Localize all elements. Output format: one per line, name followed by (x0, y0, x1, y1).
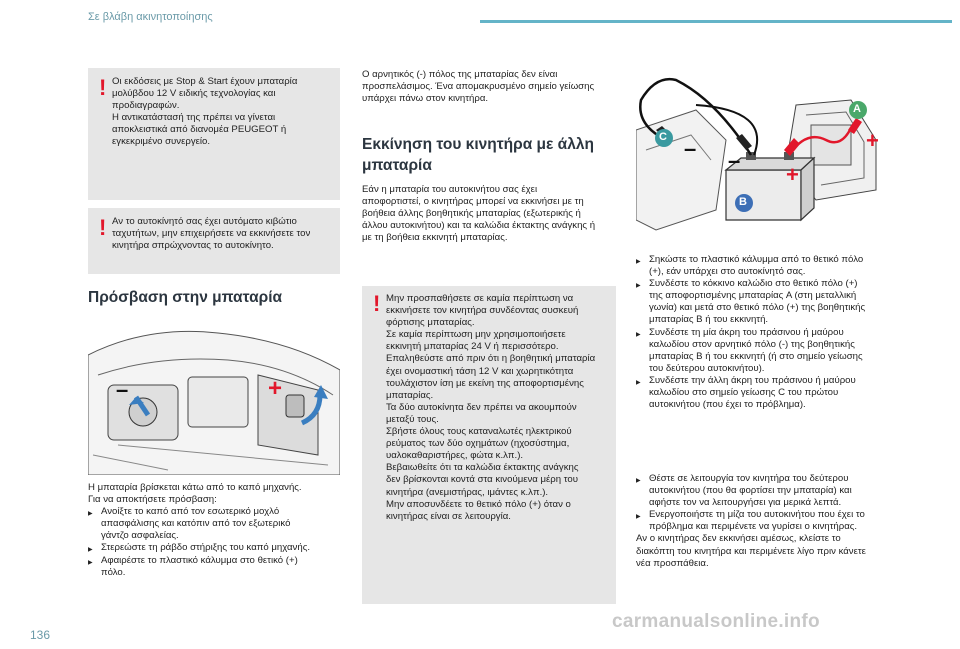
body-line: ▶ Συνδέστε το κόκκινο καλώδιο στο θετικό πόλο (+) (649, 278, 858, 290)
body-line: Αν ο κινητήρας δεν εκκινήσει αμέσως, κλείστε το (636, 533, 841, 545)
title-line: μπαταρία (362, 157, 432, 174)
list-item (636, 473, 906, 509)
body-line: άλλου αυτοκινήτου) και τα καλώδια έκτακτης ανάγκης ή (362, 220, 596, 232)
body-line: Εάν η μπαταρία του αυτοκινήτου σας έχει (362, 184, 538, 195)
list-item (636, 278, 906, 326)
list-item (636, 509, 906, 533)
note-stop-start (88, 68, 340, 200)
body-line: πρόβλημα και περιμένετε να γυρίσει ο κινητήρας. (649, 521, 858, 533)
running-head: Σε βλάβη ακινητοποίησης (88, 11, 213, 23)
note-jump-start-warning (362, 286, 616, 604)
body-line: βοήθεια άλλης βοηθητικής μπαταρίας (εξωτερικής ή (362, 208, 581, 220)
note-line: τουλάχιστον ίση με εκείνη της αποφορτισμένης (386, 377, 584, 389)
plus-symbol: + (268, 375, 283, 402)
body-line: αυτοκινήτου (που έχει το πρόβλημα). (649, 399, 806, 411)
watermark: carmanualsonline.info (612, 611, 820, 632)
body-line: του δεύτερου αυτοκινήτου). (649, 362, 765, 374)
body-line: απασφάλισης και κατόπιν από τον εξωτερικό (101, 518, 291, 530)
body-line: γάντζο ασφαλείας. (101, 530, 179, 542)
body-line: προσπελάσιμος. Ένα απομακρυσμένο σημείο γείωσης (362, 81, 595, 93)
note-text (386, 293, 610, 523)
list-item (88, 506, 343, 542)
jump-start-intro (362, 184, 620, 244)
list-item (636, 327, 906, 375)
engine-bay-figure (88, 315, 340, 475)
warning-mark-icon: ! (99, 75, 107, 100)
jump-start-figure (636, 70, 888, 240)
body-line: καλωδίου στον αρνητικό πόλο (-) της βοηθητικής (649, 338, 855, 350)
note-line: κινητήρας είναι σε λειτουργία. (386, 510, 511, 522)
note-line: προδιαγραφών. (112, 100, 180, 112)
note-line: υαλοκαθαριστήρες, φώτα κ.λπ.). (386, 450, 524, 462)
negative-terminal-text (362, 69, 617, 105)
jump-start-steps-list (636, 254, 906, 411)
body-line: (+), εάν υπάρχει στο αυτοκίνητό σας. (649, 266, 806, 278)
minus-symbol: – (116, 377, 129, 402)
body-line: υπάρχει πάνω στον κινητήρα. (362, 93, 489, 105)
note-line: Μην προσπαθήσετε σε καμία περίπτωση να (386, 293, 574, 304)
page-number: 136 (30, 628, 51, 642)
note-line: Μην αποσυνδέετε το θετικό πόλο (+) όταν ο (386, 498, 571, 510)
note-line: Η αντικατάστασή της πρέπει να γίνεται (112, 112, 276, 124)
body-line: Ο αρνητικός (-) πόλος της μπαταρίας δεν είναι (362, 69, 558, 80)
body-line: ▶ Ενεργοποιήστε τη μίζα του αυτοκινήτου που έχει το (649, 509, 865, 521)
warning-mark-icon: ! (373, 291, 381, 316)
note-line: μπαταρίας. (386, 389, 434, 401)
jump-start-illustration (636, 70, 888, 240)
body-line: διακόπτη του κινητήρα και περιμένετε λίγο πριν κάνετε (636, 545, 866, 557)
body-line: ▶ Σηκώστε το πλαστικό κάλυμμα από το θετικό πόλο (649, 254, 864, 265)
body-line: αποφορτιστεί, ο κινητήρας μπορεί να εκκινήσει με τη (362, 196, 584, 208)
body-line: ▶ Αφαιρέστε το πλαστικό κάλυμμα στο θετικό (+) (101, 554, 298, 566)
body-line: μπαταρίας B ή του εκκινητή (ή στο σημείο γείωσης (649, 350, 863, 362)
note-text (112, 216, 334, 252)
note-line: φόρτισης μπαταρίας. (386, 317, 475, 329)
body-line: ▶ Συνδέστε την άλλη άκρη του πράσινου ή μαύρου (649, 374, 856, 386)
note-line: μολύβδου 12 V ειδικής τεχνολογίας και (112, 88, 276, 100)
list-item (88, 555, 343, 579)
warning-mark-icon: ! (99, 215, 107, 240)
note-line: εκκινήσετε τον κινητήρα συνδέοντας συσκευή (386, 305, 579, 317)
body-line: ▶ Ανοίξτε το καπό από τον εσωτερικό μοχλό (101, 506, 280, 518)
body-line: μπαταρίας B ή του εκκινητή. (649, 314, 769, 326)
note-line: ρεύματος των δύο οχημάτων (ηχοσύστημα, (386, 438, 570, 450)
body-line: ▶ Συνδέστε τη μία άκρη του πράσινου ή μαύρου (649, 326, 844, 338)
plus-symbol: + (786, 162, 799, 187)
battery-access-steps (88, 506, 343, 579)
note-line: Τα δύο αυτοκίνητα δεν πρέπει να ακουμπούν (386, 401, 577, 413)
label-c: C (659, 131, 667, 143)
plus-symbol: + (866, 128, 879, 153)
note-line: έχει ονομαστική τάση 12 V και χωρητικότητα (386, 365, 574, 377)
section-title-jump-start (362, 134, 594, 176)
list-item (636, 254, 906, 278)
note-line: Οι εκδόσεις με Stop & Start έχουν μπαταρία (112, 76, 298, 87)
body-line: της αποφορτισμένης μπαταρίας A (στη μεταλλική (649, 290, 857, 302)
body-line: νέα προσπάθεια. (636, 557, 709, 569)
body-line: γωνία) και μετά στο θετικό πόλο (+) της βοηθητικής (649, 302, 866, 314)
note-line: κινητήρα (ανεμιστήρας, ιμάντες κ.λπ.). (386, 486, 549, 498)
battery-access-text (88, 482, 343, 579)
jump-start-steps-list-b (636, 473, 906, 533)
body-line: Η μπαταρία βρίσκεται κάτω από το καπό μηχανής. (88, 482, 302, 493)
jump-start-steps-b (636, 473, 906, 570)
note-line: εκκινητή μπαταρίας 24 V ή περισσότερο. (386, 341, 559, 353)
body-line: πόλο. (101, 566, 126, 578)
label-b: B (739, 196, 747, 208)
note-line: εγκεκριμένο συνεργείο. (112, 136, 211, 148)
body-line: με τη βοήθεια εκκινητή μπαταρίας. (362, 232, 508, 244)
list-item (88, 542, 343, 554)
header-rule (480, 20, 952, 23)
body-line: ▶ Στερεώστε τη ράβδο στήριξης του καπό μηχανής. (101, 542, 310, 554)
body-line: αυτοκινήτου (που θα φορτίσει την μπαταρία) και (649, 485, 852, 497)
list-item (636, 375, 906, 411)
note-auto-gearbox (88, 208, 340, 274)
minus-symbol: – (684, 136, 697, 161)
body-line: καλωδίου στο σημείο γείωσης C του πρώτου (649, 387, 839, 399)
note-line: Σβήστε όλους τους καταναλωτές ηλεκτρικού (386, 426, 572, 438)
body-line: αφήστε τον να λειτουργήσει για μερικά λεπτά. (649, 497, 842, 509)
jump-start-steps-a (636, 254, 906, 411)
note-line: αποκλειστικά από διανομέα PEUGEOT ή (112, 124, 287, 136)
body-line: Για να αποκτήσετε πρόσβαση: (88, 494, 217, 506)
note-line: Επαληθεύστε από πριν ότι η βοηθητική μπαταρία (386, 353, 596, 365)
note-line: κινητήρα σπρώχνοντας το αυτοκίνητο. (112, 240, 274, 252)
note-line: δεν βρίσκονται κοντά στα κινούμενα μέρη του (386, 474, 579, 486)
minus-symbol: – (728, 148, 741, 173)
note-line: μεταξύ τους. (386, 413, 439, 425)
title-line: Εκκίνηση του κινητήρα με άλλη (362, 136, 594, 153)
note-line: Αν το αυτοκίνητό σας έχει αυτόματο κιβώτιο (112, 216, 297, 227)
note-line: ταχυτήτων, μην επιχειρήσετε να εκκινήσετε τον (112, 228, 311, 240)
section-title-battery-access: Πρόσβαση στην μπαταρία (88, 289, 283, 306)
note-text (112, 76, 334, 149)
note-line: Σε καμία περίπτωση μην χρησιμοποιήσετε (386, 329, 566, 341)
body-line: ▶ Θέστε σε λειτουργία τον κινητήρα του δεύτερου (649, 473, 849, 484)
note-line: Βεβαιωθείτε ότι τα καλώδια έκτακτης ανάγκης (386, 462, 579, 474)
label-a: A (853, 103, 861, 115)
